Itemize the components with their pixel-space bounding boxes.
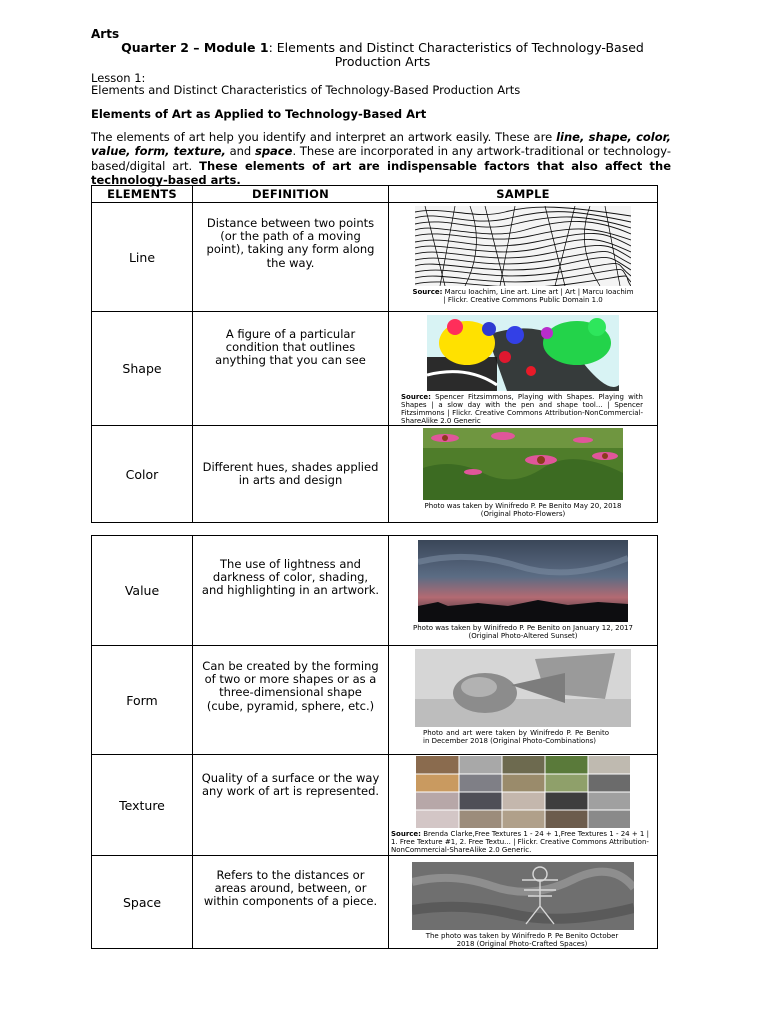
intro-elements: line, shape, color, value, form, texture, bbox=[91, 130, 671, 159]
lesson-title: Elements and Distinct Characteristics of Technology-Based Production Arts bbox=[91, 83, 521, 97]
sample-caption: Photo was taken by Winifredo P. Pe Benito on January 12, 2017 (Original Photo-Altered Sunset) bbox=[413, 624, 633, 640]
flowers-photo bbox=[423, 428, 623, 500]
header-elements: ELEMENTS bbox=[92, 186, 193, 203]
intro-text-2: and bbox=[225, 144, 255, 159]
sunset-photo bbox=[418, 540, 628, 622]
element-definition: Different hues, shades applied in arts and design bbox=[193, 426, 389, 523]
sample-caption: Photo and art were taken by Winifredo P. Pe Benito in December 2018 (Original Photo-Combinations) bbox=[423, 729, 609, 745]
module-title bbox=[90, 41, 675, 69]
element-definition: Refers to the distances or areas around, between, or within components of a piece. bbox=[193, 856, 389, 949]
sample-caption: Source: Brenda Clarke,Free Textures 1 - 24 + 1,Free Textures 1 - 24 + 1 | 1. Free Texture #1, 2. Free Textu... | Flickr. Creative Commons Attribution-NonCommercial-ShareAlike 2.0 Generic. bbox=[391, 830, 649, 854]
element-name: Texture bbox=[92, 755, 193, 856]
element-name: Color bbox=[92, 426, 193, 523]
sample-caption: Source: Marcu Ioachim, Line art. Line art | Art | Marcu Ioachim | Flickr. Creative Commons Public Domain 1.0 bbox=[412, 288, 634, 304]
space-photo bbox=[412, 862, 634, 930]
element-definition: Can be created by the forming of two or more shapes or as a three-dimensional shape (cube, pyramid, sphere, etc.) bbox=[193, 646, 389, 755]
table-row-value bbox=[92, 536, 658, 646]
element-definition: Quality of a surface or the way any work of art is represented. bbox=[193, 755, 389, 856]
element-name: Shape bbox=[92, 312, 193, 426]
intro-text-1: The elements of art help you identify and interpret an artwork easily. These are bbox=[91, 130, 557, 144]
sample-cell bbox=[389, 312, 658, 426]
element-definition: The use of lightness and darkness of color, shading, and highlighting in an artwork. bbox=[193, 536, 389, 646]
sample-caption: Photo was taken by Winifredo P. Pe Benito May 20, 2018 (Original Photo-Flowers) bbox=[424, 502, 622, 518]
sample-cell bbox=[389, 856, 658, 949]
table-row-line bbox=[92, 203, 658, 312]
sample-cell bbox=[389, 203, 658, 312]
table-row-form bbox=[92, 646, 658, 755]
sample-caption: Source: Spencer Fitzsimmons, Playing with Shapes. Playing with Shapes | a slow day with the pen and shape tool... | Spencer Fitzsimmons | Flickr. Creative Commons Attribution-NonCommercial-ShareAlike 2.0 Generic bbox=[401, 393, 643, 425]
intro-paragraph bbox=[91, 130, 671, 187]
intro-space: space bbox=[254, 144, 293, 159]
element-name: Space bbox=[92, 856, 193, 949]
table-row-space bbox=[92, 856, 658, 949]
textures-collage bbox=[416, 756, 630, 828]
sample-cell bbox=[389, 755, 658, 856]
header-sample: SAMPLE bbox=[389, 186, 658, 203]
table-row-texture bbox=[92, 755, 658, 856]
table-row-shape bbox=[92, 312, 658, 426]
line-art-image bbox=[415, 206, 631, 286]
intro-text-3: . These are incorporated in any artwork-traditional or technology-based/digital art. bbox=[91, 144, 672, 173]
form-photo bbox=[415, 649, 631, 727]
element-definition: A figure of a particular condition that outlines anything that you can see bbox=[193, 312, 389, 426]
sample-cell bbox=[389, 536, 658, 646]
table-header-row bbox=[92, 186, 658, 203]
element-definition: Distance between two points (or the path of a moving point), taking any form along the way. bbox=[193, 203, 389, 312]
elements-table-1 bbox=[91, 185, 658, 523]
sample-cell bbox=[389, 646, 658, 755]
sample-caption: The photo was taken by Winifredo P. Pe Benito October 2018 (Original Photo-Crafted Spaces) bbox=[425, 932, 619, 948]
table-row-color bbox=[92, 426, 658, 523]
intro-emphasis: These elements of art are indispensable factors that also affect the technology-based arts. bbox=[91, 158, 671, 187]
shape-art-image bbox=[427, 315, 619, 391]
section-heading: Elements of Art as Applied to Technology-Based Art bbox=[91, 107, 427, 121]
module-title-quarter: Quarter 2 – Module 1 bbox=[121, 40, 269, 55]
sample-cell bbox=[389, 426, 658, 523]
subject-label: Arts bbox=[91, 27, 120, 41]
module-title-rest: : Elements and Distinct Characteristics of Technology-Based Production Arts bbox=[268, 40, 644, 69]
element-name: Line bbox=[92, 203, 193, 312]
element-name: Value bbox=[92, 536, 193, 646]
lesson-label: Lesson 1: bbox=[91, 71, 146, 85]
elements-table-2 bbox=[91, 535, 658, 949]
element-name: Form bbox=[92, 646, 193, 755]
header-definition: DEFINITION bbox=[193, 186, 389, 203]
